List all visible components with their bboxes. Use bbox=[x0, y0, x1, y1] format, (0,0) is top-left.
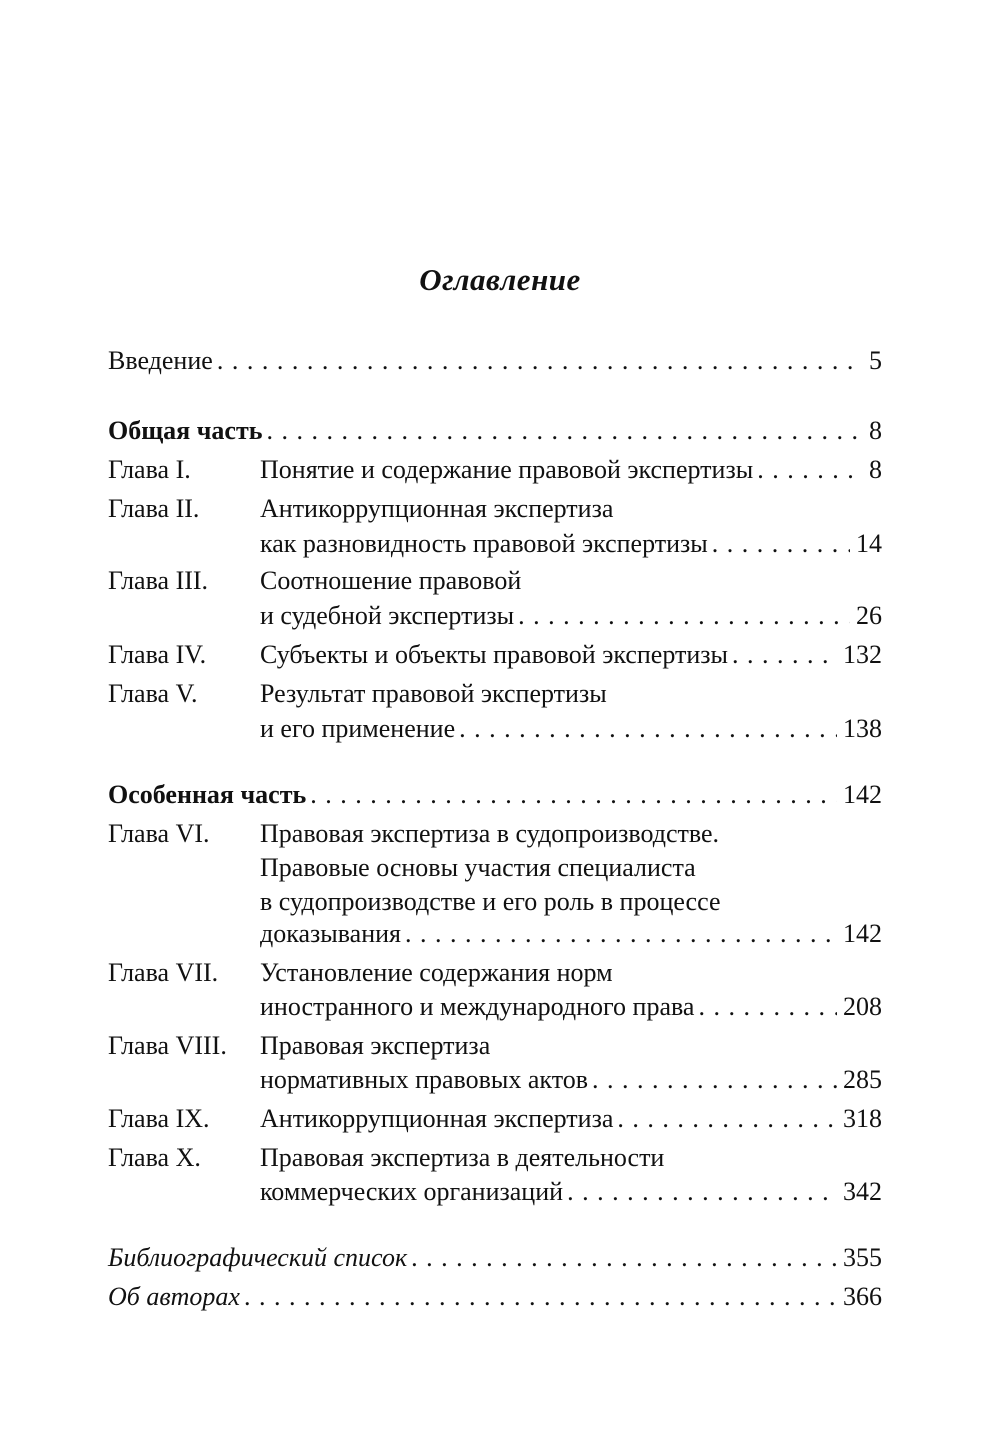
toc-entry-text: Результат правовой экспертизы bbox=[260, 679, 607, 708]
leader-dots bbox=[405, 916, 837, 952]
toc-entry-intro[interactable] bbox=[108, 343, 882, 379]
toc-entry-text: и его применение bbox=[260, 714, 456, 743]
toc-entry-text: Установление содержания норм bbox=[260, 958, 613, 987]
chapter-label: Глава III. bbox=[108, 566, 209, 595]
toc-entry-text: Соотношение правовой bbox=[260, 566, 522, 595]
chapter-label: Глава VII. bbox=[108, 958, 219, 987]
toc-section-title: Общая часть bbox=[108, 416, 263, 445]
leader-dots bbox=[732, 637, 837, 673]
toc-chapter-9[interactable] bbox=[108, 1101, 882, 1137]
toc-chapter-6-line1[interactable] bbox=[108, 816, 882, 852]
toc-page-number: 366 bbox=[843, 1282, 882, 1311]
leader-dots bbox=[244, 1279, 837, 1315]
toc-chapter-10-line1[interactable] bbox=[108, 1140, 882, 1176]
toc-entry-text: Об авторах bbox=[108, 1282, 240, 1311]
toc-page-number: 14 bbox=[856, 529, 882, 558]
toc-chapter-5[interactable] bbox=[108, 711, 882, 747]
toc-entry-text: Правовая экспертиза в судопроизводстве. bbox=[260, 819, 720, 848]
toc-page-number: 5 bbox=[869, 346, 882, 375]
toc-entry-text: Введение bbox=[108, 346, 213, 375]
leader-dots bbox=[567, 1174, 837, 1210]
toc-page-number: 142 bbox=[843, 780, 882, 809]
toc-chapter-8-line1[interactable] bbox=[108, 1028, 882, 1064]
toc-entry-text: иностранного и международного права bbox=[260, 992, 695, 1021]
toc-chapter-3-line1[interactable] bbox=[108, 563, 882, 599]
toc-page-number: 285 bbox=[843, 1065, 882, 1094]
toc-chapter-1[interactable] bbox=[108, 452, 882, 488]
toc-chapter-2-line1[interactable] bbox=[108, 491, 882, 527]
toc-entry-text: нормативных правовых актов bbox=[260, 1065, 589, 1094]
toc-entry-text: доказывания bbox=[260, 919, 402, 948]
leader-dots bbox=[617, 1101, 837, 1137]
toc-chapter-6-line2[interactable] bbox=[108, 850, 882, 886]
toc-entry-bibliography[interactable] bbox=[108, 1240, 882, 1276]
toc-entry-text: Библиографический список bbox=[108, 1243, 408, 1272]
leader-dots bbox=[698, 989, 837, 1025]
toc-chapter-3[interactable] bbox=[108, 598, 882, 634]
chapter-label: Глава X. bbox=[108, 1143, 201, 1172]
toc-section-general[interactable] bbox=[108, 413, 882, 449]
toc-page-number: 8 bbox=[869, 455, 882, 484]
toc-entry-text: Понятие и содержание правовой экспертизы bbox=[260, 455, 754, 484]
page-title: Оглавление bbox=[419, 262, 581, 297]
leader-dots bbox=[518, 598, 850, 634]
toc-chapter-7-line1[interactable] bbox=[108, 955, 882, 991]
leader-dots bbox=[757, 452, 863, 488]
toc-chapter-10[interactable] bbox=[108, 1174, 882, 1210]
chapter-label: Глава VI. bbox=[108, 819, 210, 848]
chapter-label: Глава V. bbox=[108, 679, 198, 708]
leader-dots bbox=[310, 777, 837, 813]
toc-entry-text: Антикоррупционная экспертиза bbox=[260, 494, 614, 523]
leader-dots bbox=[592, 1062, 837, 1098]
toc-chapter-6[interactable] bbox=[108, 916, 882, 952]
toc-entry-text: как разновидность правовой экспертизы bbox=[260, 529, 708, 558]
chapter-label: Глава I. bbox=[108, 455, 191, 484]
toc-section-special[interactable] bbox=[108, 777, 882, 813]
toc-chapter-4[interactable] bbox=[108, 637, 882, 673]
toc-entry-text: и судебной экспертизы bbox=[260, 601, 515, 630]
toc-chapter-2[interactable] bbox=[108, 526, 882, 562]
toc-page-number: 355 bbox=[843, 1243, 882, 1272]
leader-dots bbox=[459, 711, 837, 747]
toc-page-number: 8 bbox=[869, 416, 882, 445]
toc-page-number: 142 bbox=[843, 919, 882, 948]
toc-entry-text: в судопроизводстве и его роль в процессе bbox=[260, 887, 721, 916]
leader-dots bbox=[266, 413, 863, 449]
toc-entry-text: Правовая экспертиза в деятельности bbox=[260, 1143, 665, 1172]
chapter-label: Глава VIII. bbox=[108, 1031, 227, 1060]
toc-page-number: 138 bbox=[843, 714, 882, 743]
leader-dots bbox=[712, 526, 850, 562]
toc-chapter-6-line3[interactable] bbox=[108, 884, 882, 920]
leader-dots bbox=[217, 343, 863, 379]
chapter-label: Глава II. bbox=[108, 494, 200, 523]
toc-page-number: 342 bbox=[843, 1177, 882, 1206]
toc-entry-text: Антикоррупционная экспертиза bbox=[260, 1104, 614, 1133]
toc-page-number: 132 bbox=[843, 640, 882, 669]
chapter-label: Глава IV. bbox=[108, 640, 207, 669]
toc-chapter-7[interactable] bbox=[108, 989, 882, 1025]
toc-chapter-8[interactable] bbox=[108, 1062, 882, 1098]
leader-dots bbox=[411, 1240, 837, 1276]
toc-section-title: Особенная часть bbox=[108, 780, 307, 809]
toc-entry-text: Правовые основы участия специалиста bbox=[260, 853, 696, 882]
toc-entry-authors[interactable] bbox=[108, 1279, 882, 1315]
chapter-label: Глава IX. bbox=[108, 1104, 210, 1133]
toc-page-number: 318 bbox=[843, 1104, 882, 1133]
toc-entry-text: Субъекты и объекты правовой экспертизы bbox=[260, 640, 729, 669]
toc-page-number: 208 bbox=[843, 992, 882, 1021]
toc-page-number: 26 bbox=[856, 601, 882, 630]
toc-chapter-5-line1[interactable] bbox=[108, 676, 882, 712]
toc-entry-text: коммерческих организаций bbox=[260, 1177, 564, 1206]
toc-entry-text: Правовая экспертиза bbox=[260, 1031, 491, 1060]
